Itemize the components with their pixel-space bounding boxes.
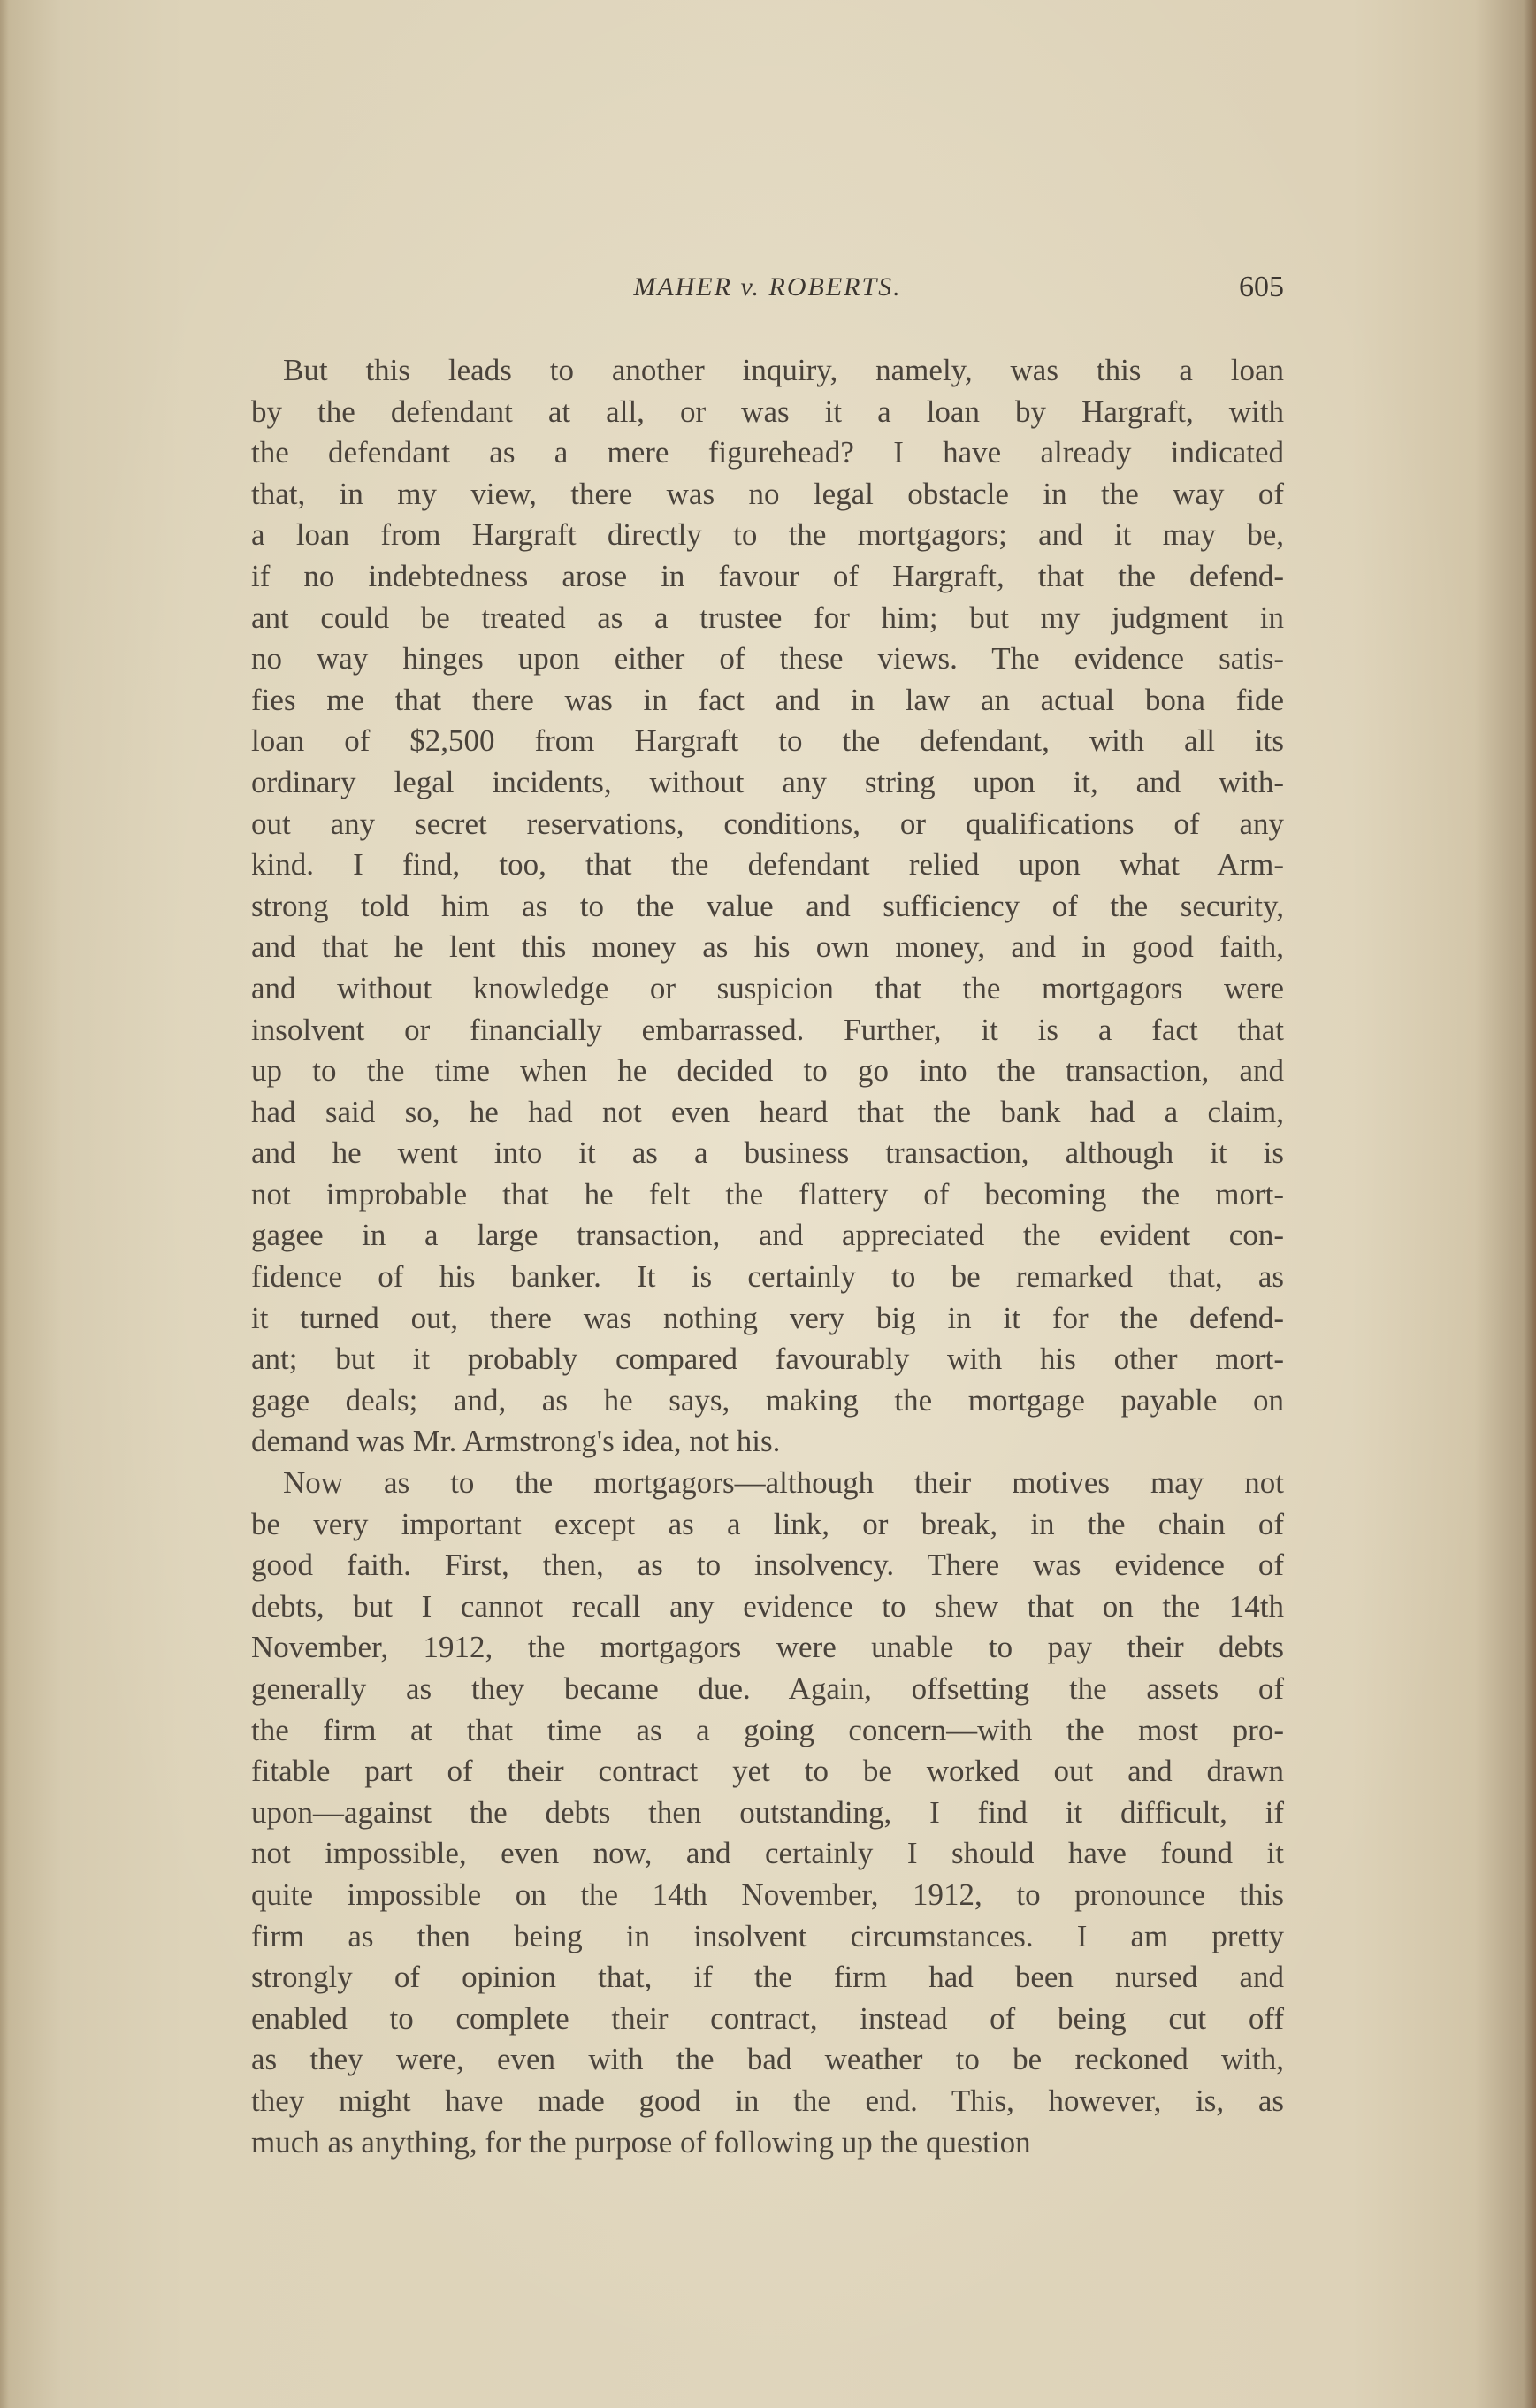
text-line: generally as they became due. Again, offsetting the assets of — [251, 1671, 1284, 1706]
text-line: not improbable that he felt the flattery of becoming the mort- — [251, 1176, 1284, 1212]
text-line: upon—against the debts then outstanding, I find it difficult, if — [251, 1794, 1284, 1830]
text-line: November, 1912, the mortgagors were unable to pay their debts — [251, 1630, 1284, 1665]
text-line: insolvent or financially embarrassed. Further, it is a fact that — [251, 1012, 1284, 1047]
running-head — [251, 265, 1284, 310]
text-line: loan of $2,500 from Hargraft to the defendant, with all its — [251, 723, 1284, 759]
text-line: no way hinges upon either of these views. The evidence satis- — [251, 641, 1284, 677]
text-line: gage deals; and, as he says, making the mortgage payable on — [251, 1382, 1284, 1418]
text-line: firm as then being in insolvent circumstances. I am pretty — [251, 1918, 1284, 1953]
text-line: strongly of opinion that, if the firm had been nursed and — [251, 1960, 1284, 1995]
text-line: strong told him as to the value and sufficiency of the security, — [251, 888, 1284, 923]
text-line: out any secret reservations, conditions, or qualifications of any — [251, 806, 1284, 841]
text-line: if no indebtedness arose in favour of Hargraft, that the defend- — [251, 558, 1284, 593]
text-line: ant; but it probably compared favourably with his other mort- — [251, 1342, 1284, 1377]
text-line: up to the time when he decided to go into the transaction, and — [251, 1053, 1284, 1089]
text-line: But this leads to another inquiry, namely, was this a loan — [283, 353, 1284, 387]
text-line: not impossible, even now, and certainly I should have found it — [251, 1836, 1284, 1871]
text-line: much as anything, for the purpose of following up the question — [251, 2124, 1031, 2160]
page-right-edge-shadow — [1524, 0, 1536, 2408]
text-line: and without knowledge or suspicion that the mortgagors were — [251, 970, 1284, 1005]
text-line: had said so, he had not even heard that the bank had a claim, — [251, 1094, 1284, 1129]
text-line: and he went into it as a business transaction, although it is — [251, 1135, 1284, 1171]
text-line: demand was Mr. Armstrong's idea, not his. — [251, 1424, 781, 1459]
text-line: they might have made good in the end. This, however, is, as — [251, 2083, 1284, 2118]
text-line: as they were, even with the bad weather to be reckoned with, — [251, 2042, 1284, 2077]
text-line: ordinary legal incidents, without any string upon it, and with- — [251, 764, 1284, 799]
text-line: fitable part of their contract yet to be worked out and drawn — [251, 1754, 1284, 1789]
running-title: MAHER v. ROBERTS. — [633, 272, 902, 302]
text-line: Now as to the mortgagors—although their motives may not — [283, 1465, 1284, 1501]
paragraph-1 — [251, 350, 1284, 1463]
text-line: a loan from Hargraft directly to the mortgagors; and it may be, — [251, 517, 1284, 553]
text-line: fies me that there was in fact and in law an actual bona fide — [251, 682, 1284, 717]
text-line: the defendant as a mere figurehead? I have already indicated — [251, 435, 1284, 470]
text-line: debts, but I cannot recall any evidence to shew that on the 14th — [251, 1588, 1284, 1624]
text-line: ant could be treated as a trustee for him; but my judgment in — [251, 600, 1284, 635]
page-number: 605 — [1239, 271, 1284, 303]
text-line: that, in my view, there was no legal obstacle in the way of — [251, 476, 1284, 511]
text-line: good faith. First, then, as to insolvency. There was evidence of — [251, 1548, 1284, 1583]
text-line: kind. I find, too, that the defendant relied upon what Arm- — [251, 847, 1284, 883]
text-line: it turned out, there was nothing very big in it for the defend- — [251, 1300, 1284, 1335]
text-line: the firm at that time as a going concern—with the most pro- — [251, 1712, 1284, 1747]
text-line: quite impossible on the 14th November, 1912, to pronounce this — [251, 1877, 1284, 1912]
text-line: be very important except as a link, or break, in the chain of — [251, 1506, 1284, 1541]
text-line: fidence of his banker. It is certainly to be remarked that, as — [251, 1259, 1284, 1295]
text-line: gagee in a large transaction, and appreciated the evident con- — [251, 1218, 1284, 1253]
paragraph-2 — [251, 1463, 1284, 2163]
text-line: by the defendant at all, or was it a loan by Hargraft, with — [251, 394, 1284, 429]
text-line: and that he lent this money as his own money, and in good faith, — [251, 929, 1284, 965]
page-left-edge-shadow — [0, 0, 9, 2408]
text-line: enabled to complete their contract, instead of being cut off — [251, 2000, 1284, 2036]
body-text — [251, 350, 1284, 2163]
